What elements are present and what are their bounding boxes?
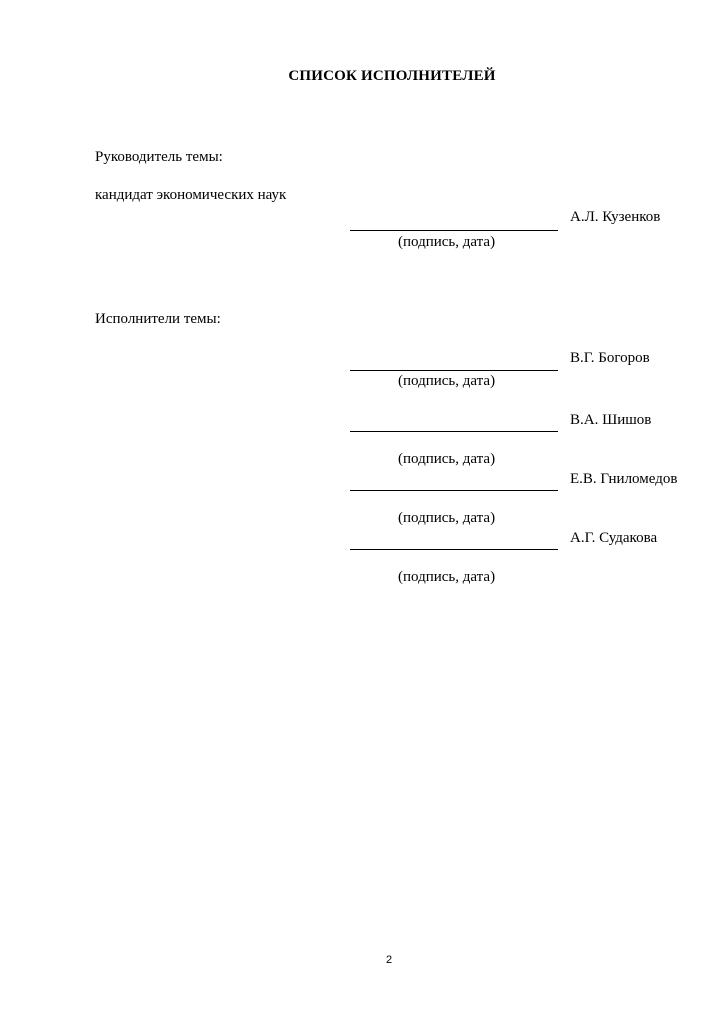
page-title: СПИСОК ИСПОЛНИТЕЛЕЙ: [288, 68, 496, 84]
signature-caption: (подпись, дата): [398, 373, 496, 389]
executor-name: А.Г. Судакова: [570, 530, 658, 546]
signature-caption: (подпись, дата): [398, 451, 496, 467]
page-number: 2: [386, 954, 393, 966]
executor-name: В.А. Шишов: [570, 412, 652, 428]
signature-line: [350, 230, 558, 231]
executor-name: В.Г. Богоров: [570, 350, 650, 366]
executors-section-label: Исполнители темы:: [95, 311, 221, 327]
signature-line: [350, 490, 558, 491]
head-signatory-name: А.Л. Кузенков: [570, 209, 661, 225]
signature-line: [350, 370, 558, 371]
signature-caption: (подпись, дата): [398, 234, 496, 250]
signature-caption: (подпись, дата): [398, 510, 496, 526]
head-degree: кандидат экономических наук: [95, 187, 287, 203]
signature-line: [350, 549, 558, 550]
head-section-label: Руководитель темы:: [95, 149, 223, 165]
executor-name: Е.В. Гниломедов: [570, 471, 678, 487]
signature-line: [350, 431, 558, 432]
signature-caption: (подпись, дата): [398, 569, 496, 585]
